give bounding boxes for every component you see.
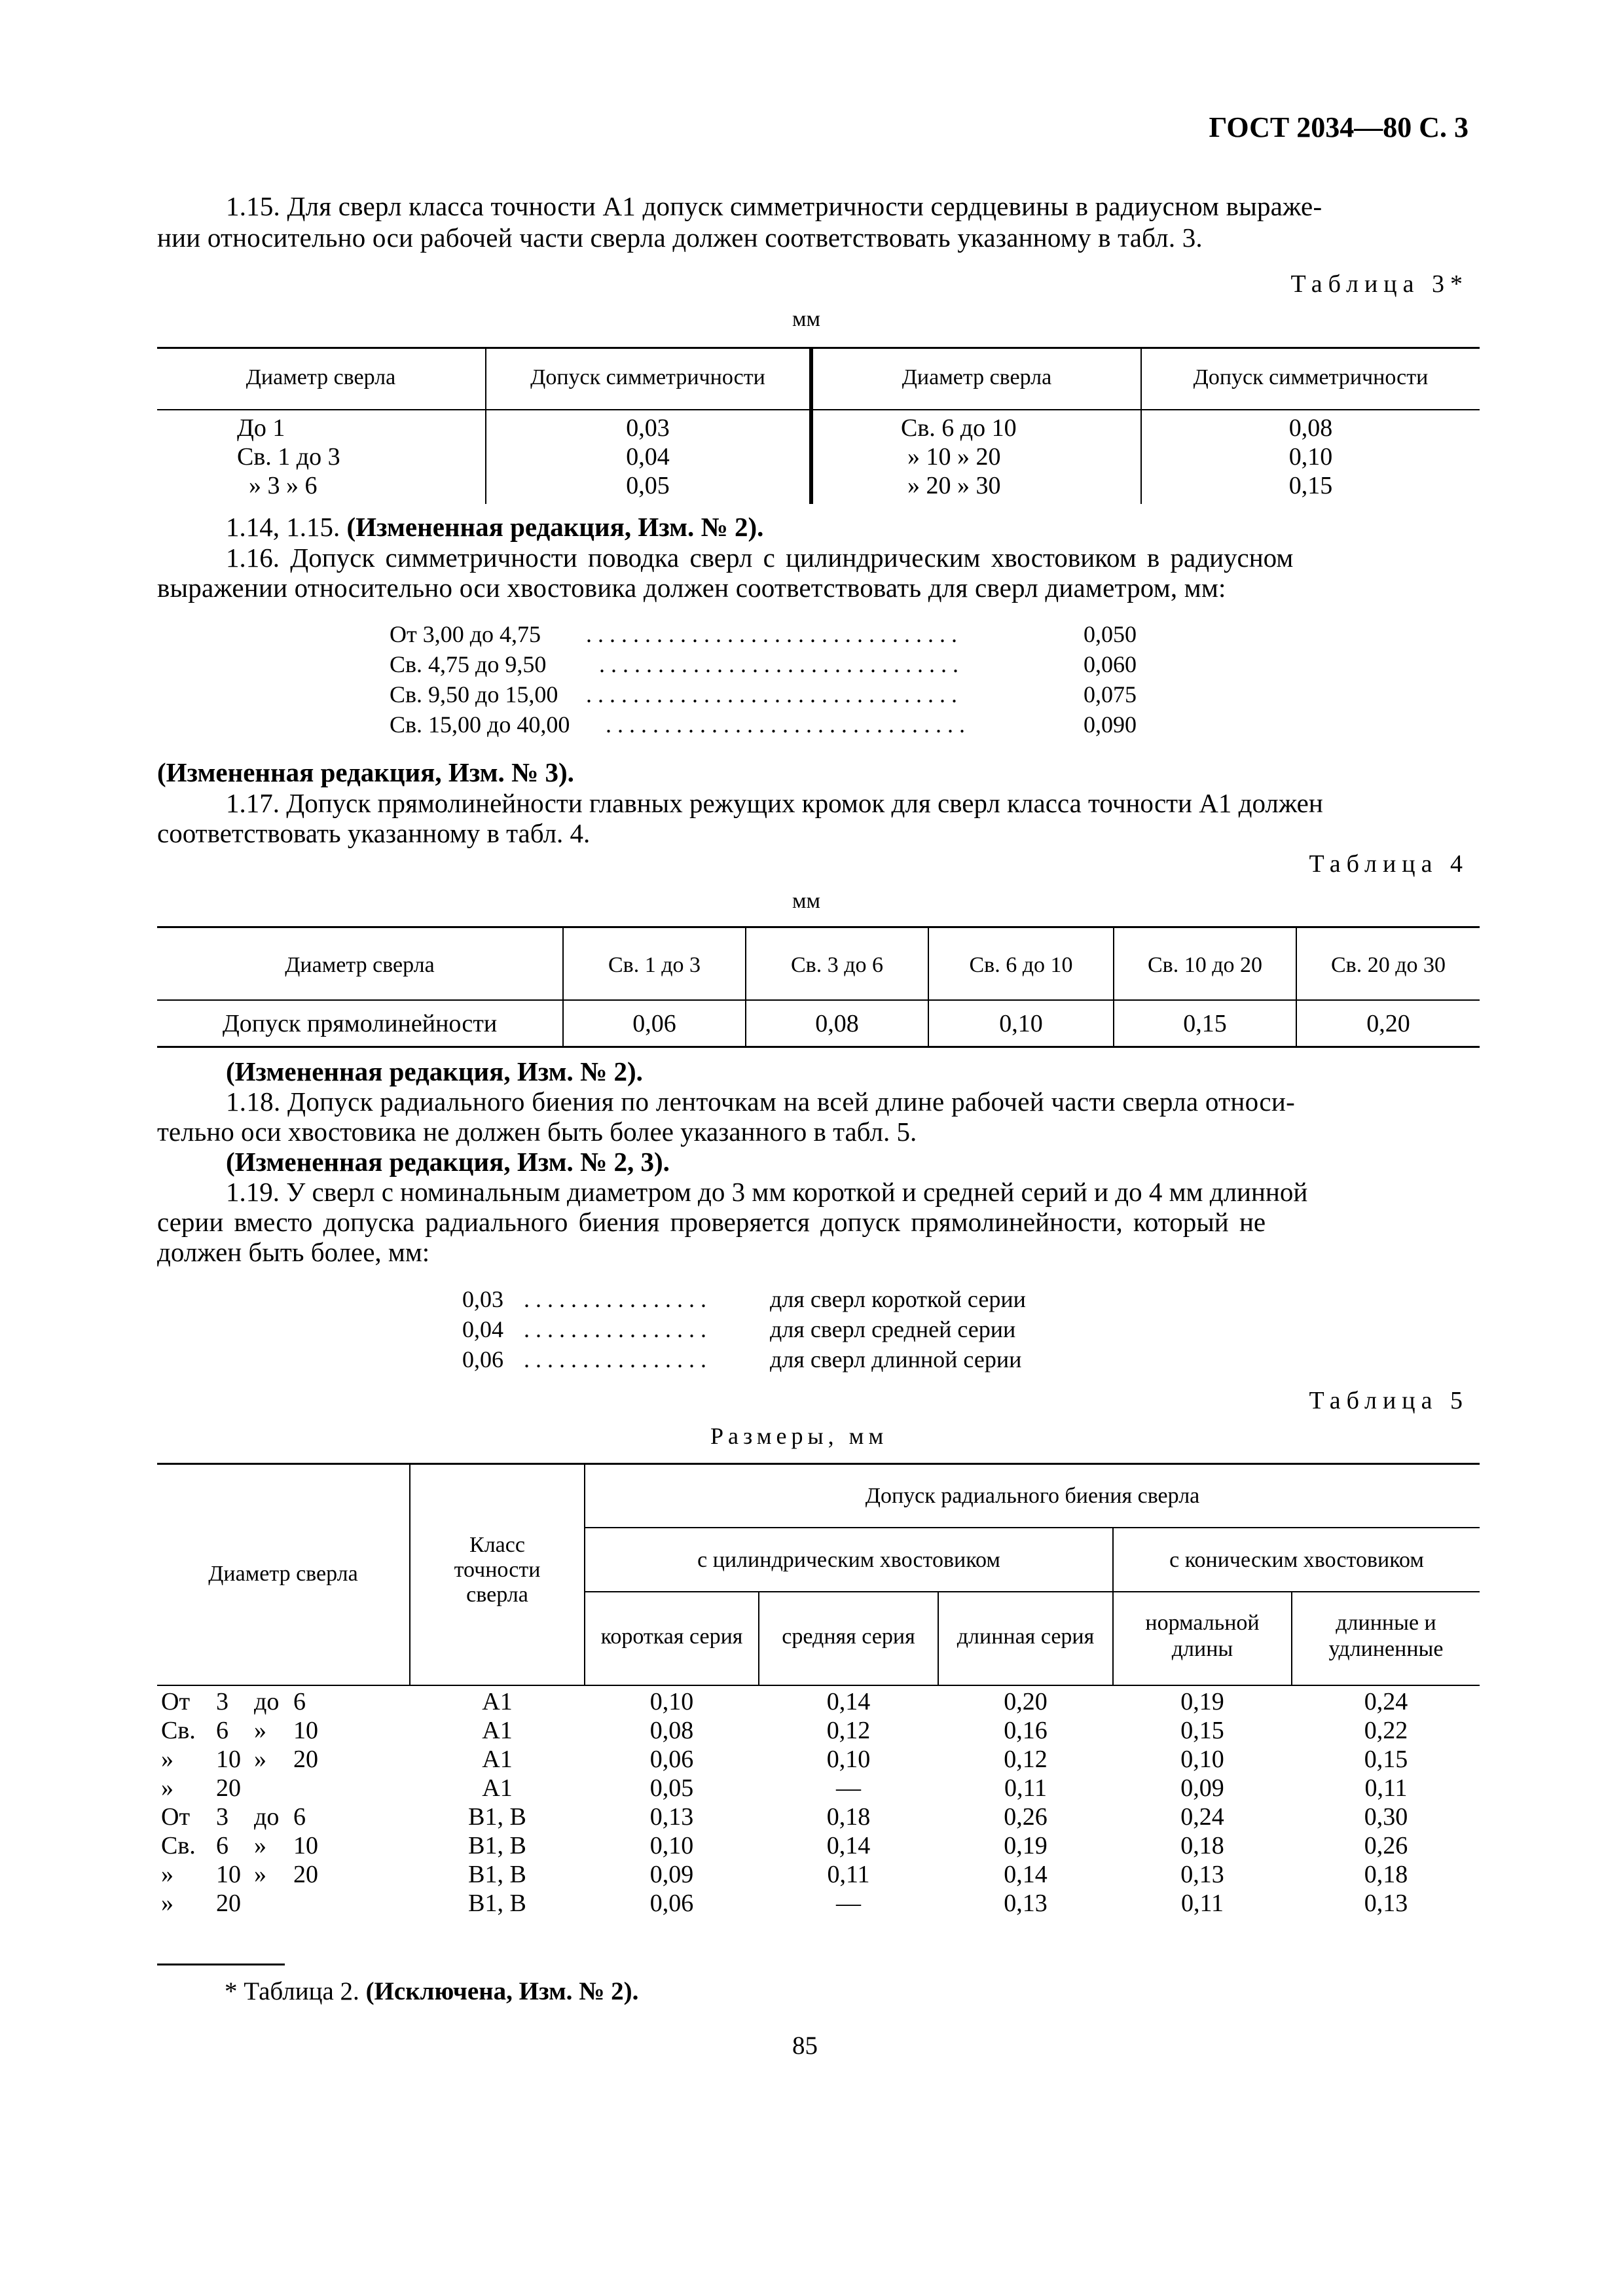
table-5-diam-to-word: » [254,1832,266,1859]
table-5-class-cell: B1, B [468,1803,526,1831]
table-5-cell: 0,16 [1004,1717,1048,1744]
table-4-header: Св. 20 до 30 [1330,953,1446,977]
paragraph-1-15-line-2: нии относительно оси рабочей части сверла должен соответствовать указанному в табл. 3. [157,223,1203,253]
table-5-cell: 0,11 [1004,1774,1048,1802]
table-5-diam-to-word: » [254,1717,266,1744]
table-4-cell: 0,20 [1366,1010,1410,1037]
table-5-header-long: длинная серия [957,1624,1095,1649]
table-5-class-cell: A1 [482,1746,513,1773]
table-5-cell: 0,26 [1004,1803,1048,1831]
paragraph-1-19-line-3: должен быть более, мм: [157,1237,430,1267]
table-5-diam-from: 10 [216,1861,241,1888]
table-5-header-class-line: сверла [466,1583,528,1607]
table-5-diam-prefix: » [161,1861,173,1888]
list-item-value: 0,06 [462,1346,503,1372]
table-3-cell: » 3 » 6 [249,472,318,499]
table-5-diam-from: 3 [216,1803,228,1831]
table-3-cell: 0,08 [1288,414,1333,442]
table-5-diam-prefix: » [161,1774,173,1802]
table-4-header-diam: Диаметр сверла [285,953,435,977]
table-3-cell: » 20 » 30 [907,472,1001,499]
table-4-header: Св. 3 до 6 [790,953,884,977]
list-item-value: 0,090 [1084,711,1137,738]
table-3-cell: 0,05 [626,472,670,499]
table-5-cell: 0,12 [1004,1746,1048,1773]
footnote-text: * Таблица 2. [225,1977,359,2005]
table-3-cell: До 1 [237,414,285,442]
table-3-header-diam-1: Диаметр сверла [246,365,396,389]
table-3-cell: » 10 » 20 [907,443,1001,471]
amendment-note-number: 1.14, 1.15. [226,512,340,542]
amendment-note-text: (Измененная редакция, Изм. № 2). [346,512,764,542]
table-5-cell: — [836,1774,861,1802]
table-5-cell: 0,10 [826,1746,871,1773]
table-4-header: Св. 10 до 20 [1147,953,1263,977]
list-leader-dots: . . . . . . . . . . . . . . . . [524,1346,706,1372]
table-4-header: Св. 6 до 10 [969,953,1073,977]
list-item-value: 0,03 [462,1286,503,1312]
paragraph-1-16-line-2: выражении относительно оси хвостовика должен соответствовать для сверл диаметром, мм: [157,573,1226,603]
table-4-row-label: Допуск прямолинейности [222,1010,498,1037]
table-5-cell: 0,13 [649,1803,694,1831]
table-4-cell: 0,10 [999,1010,1043,1037]
table-4-unit: мм [792,889,821,913]
table-5-cell: 0,11 [827,1861,870,1888]
table-5-diam-from: 10 [216,1746,241,1773]
paragraph-1-15-line-1: 1.15. Для сверл класса точности A1 допуск симметричности сердцевины в радиусном выраже- [226,191,1322,221]
table-5-header-conical: с коническим хвостовиком [1169,1548,1424,1572]
table-5-header-class [410,1533,584,1607]
page-header: ГОСТ 2034—80 С. 3 [1209,111,1468,143]
table-3-header-diam-2: Диаметр сверла [902,365,1052,389]
table-5-diam-to: 20 [293,1861,318,1888]
table-3-cell: 0,10 [1288,443,1333,471]
table-5-diam-to: 6 [293,1803,306,1831]
table-5-diam-prefix: Св. [161,1832,196,1859]
table-5-diam-prefix: » [161,1890,173,1917]
table-5-diam-from: 6 [216,1832,228,1859]
paragraph-1-18-line-2: тельно оси хвостовика не должен быть более указанного в табл. 5. [157,1117,917,1147]
list-leader-dots: . . . . . . . . . . . . . . . . . . . . . . . . . . . . . . . [606,711,965,738]
amendment-note-1-17: (Измененная редакция, Изм. № 2). [226,1056,643,1086]
paragraph-1-17-line-1: 1.17. Допуск прямолинейности главных режущих кромок для сверл класса точности A1 должен [226,788,1323,818]
paragraph-1-17-line-2: соответствовать указанному в табл. 4. [157,818,591,848]
table-5-diam-prefix: Св. [161,1717,196,1744]
table-3-cell: 0,15 [1288,472,1333,499]
list-item-label: для сверл средней серии [770,1316,1016,1342]
list-leader-dots: . . . . . . . . . . . . . . . . . . . . . . . . . . . . . . . . [586,621,957,647]
page-number: 85 [792,2032,818,2060]
table-5-diam-from: 20 [216,1890,241,1917]
list-item-label: Св. 9,50 до 15,00 [390,681,558,708]
table-5-header-class-line: Класс [469,1533,525,1557]
list-item-label: От 3,00 до 4,75 [390,621,541,647]
table-5-cell: 0,10 [1180,1746,1224,1773]
table-5-cell: 0,13 [1180,1861,1224,1888]
table-5-cell: 0,18 [1180,1832,1224,1859]
amendment-note-1-18: (Измененная редакция, Изм. № 2, 3). [226,1147,670,1177]
footnote-rule [157,1964,285,1965]
table-5-diam-to-word: » [254,1746,266,1773]
table-5-cell: 0,22 [1364,1717,1408,1744]
table-5-class-cell: A1 [482,1688,513,1715]
table-5-cell: 0,06 [649,1890,694,1917]
table-5-cell: 0,14 [1004,1861,1048,1888]
list-item-label: Св. 15,00 до 40,00 [390,711,570,738]
table-5-diam-to-word: до [254,1688,280,1715]
table-5-cell: 0,19 [1180,1688,1224,1715]
list-leader-dots: . . . . . . . . . . . . . . . . [524,1286,706,1312]
table-5-cell: 0,10 [649,1688,694,1715]
list-item-label: для сверл короткой серии [770,1286,1026,1312]
table-5-unit: Размеры, мм [710,1423,888,1449]
table-5-cell: 0,08 [649,1717,694,1744]
table-5-header-cylindrical: с цилиндрическим хвостовиком [697,1548,1000,1572]
table-5-diam-prefix: » [161,1746,173,1773]
table-5-diam-from: 3 [216,1688,228,1715]
table-5-cell: 0,06 [649,1746,694,1773]
table-5-class-cell: B1, B [468,1890,526,1917]
list-leader-dots: . . . . . . . . . . . . . . . . . . . . . . . . . . . . . . . [599,651,958,677]
table-5-cell: 0,13 [1364,1890,1408,1917]
table-5-header-extended-line: длинные и [1336,1611,1436,1635]
list-item-value: 0,075 [1084,681,1137,708]
table-5-diam-from: 20 [216,1774,241,1802]
table-5-diam-to: 20 [293,1746,318,1773]
table-3-caption: Таблица 3* [1290,270,1468,298]
footnote-amendment: (Исключена, Изм. № 2). [365,1977,639,2005]
paragraph-1-19-line-1: 1.19. У сверл с номинальным диаметром до 3 мм короткой и средней серий и до 4 мм длинной [226,1177,1308,1207]
amendment-note-1-14 [226,512,763,542]
table-5-class-cell: B1, B [468,1861,526,1888]
list-item-label: Св. 4,75 до 9,50 [390,651,547,677]
table-5-cell: 0,24 [1364,1688,1408,1715]
footnote [225,1977,638,2007]
list-item-value: 0,050 [1084,621,1137,647]
table-4-cell: 0,08 [815,1010,859,1037]
table-3-cell: 0,03 [626,414,670,442]
table-5-header-group: Допуск радиального биения сверла [865,1484,1200,1508]
table-5-header-extended [1292,1610,1480,1662]
table-5-header-extended-line: удлиненные [1328,1637,1444,1661]
table-5-cell: 0,09 [1180,1774,1224,1802]
table-5-cell: 0,24 [1180,1803,1224,1831]
table-5-cell: — [836,1890,861,1917]
paragraph-1-19-line-2: серии вместо допуска радиального биения проверяется допуск прямолинейности, который не [157,1207,1266,1237]
table-5-header-diam: Диаметр сверла [208,1562,358,1586]
table-5-diam-to: 10 [293,1832,318,1859]
table-3-unit: мм [792,307,821,331]
table-3-header-tol-1: Допуск симметричности [530,365,765,389]
table-5-diam-prefix: От [161,1688,191,1715]
table-5-cell: 0,11 [1364,1774,1408,1802]
table-5-caption: Таблица 5 [1309,1387,1468,1414]
table-5-header-normal-line: нормальной [1145,1611,1260,1635]
table-5-cell: 0,18 [1364,1861,1408,1888]
table-5-header-normal-line: длины [1171,1637,1233,1661]
table-5-diam-from: 6 [216,1717,228,1744]
table-5-cell: 0,15 [1180,1717,1224,1744]
table-5-diam-to: 6 [293,1688,306,1715]
table-5-diam-to: 10 [293,1717,318,1744]
table-5-header-mid: средняя серия [782,1624,915,1649]
table-3-cell: 0,04 [626,443,670,471]
table-4-cell: 0,15 [1183,1010,1227,1037]
table-4-cell: 0,06 [632,1010,676,1037]
table-5-cell: 0,09 [649,1861,694,1888]
table-5-cell: 0,13 [1004,1890,1048,1917]
table-5-cell: 0,14 [826,1688,871,1715]
table-5-class-cell: B1, B [468,1832,526,1859]
table-4-caption: Таблица 4 [1309,850,1468,878]
table-5-diam-to-word: » [254,1861,266,1888]
table-5-cell: 0,12 [826,1717,871,1744]
table-5-cell: 0,05 [649,1774,694,1802]
table-5-cell: 0,18 [826,1803,871,1831]
table-5-cell: 0,19 [1004,1832,1048,1859]
table-3-cell: Св. 6 до 10 [901,414,1017,442]
table-5-cell: 0,30 [1364,1803,1408,1831]
table-5-cell: 0,14 [826,1832,871,1859]
table-5-cell: 0,20 [1004,1688,1048,1715]
table-3-header-tol-2: Допуск симметричности [1193,365,1429,389]
table-5-class-cell: A1 [482,1717,513,1744]
table-5-class-cell: A1 [482,1774,513,1802]
table-5-diam-to-word: до [254,1803,280,1831]
list-item-value: 0,060 [1084,651,1137,677]
table-5-cell: 0,26 [1364,1832,1408,1859]
list-leader-dots: . . . . . . . . . . . . . . . . [524,1316,706,1342]
table-4-header: Св. 1 до 3 [608,953,701,977]
table-3-cell: Св. 1 до 3 [237,443,340,471]
table-5-header-short: короткая серия [600,1624,743,1649]
list-item-value: 0,04 [462,1316,503,1342]
table-5-cell: 0,11 [1180,1890,1224,1917]
list-leader-dots: . . . . . . . . . . . . . . . . . . . . . . . . . . . . . . . . [586,681,957,708]
table-5-cell: 0,15 [1364,1746,1408,1773]
amendment-note-1-16: (Измененная редакция, Изм. № 3). [157,757,574,787]
table-5-header-normal [1114,1610,1291,1662]
paragraph-1-18-line-1: 1.18. Допуск радиального биения по ленточкам на всей длине рабочей части сверла относи- [226,1086,1296,1117]
paragraph-1-16-line-1: 1.16. Допуск симметричности поводка сверл с цилиндрическим хвостовиком в радиусном [226,543,1294,573]
table-5-diam-prefix: От [161,1803,191,1831]
list-item-label: для сверл длинной серии [770,1346,1022,1372]
table-5-header-class-line: точности [454,1558,541,1582]
table-5-cell: 0,10 [649,1832,694,1859]
